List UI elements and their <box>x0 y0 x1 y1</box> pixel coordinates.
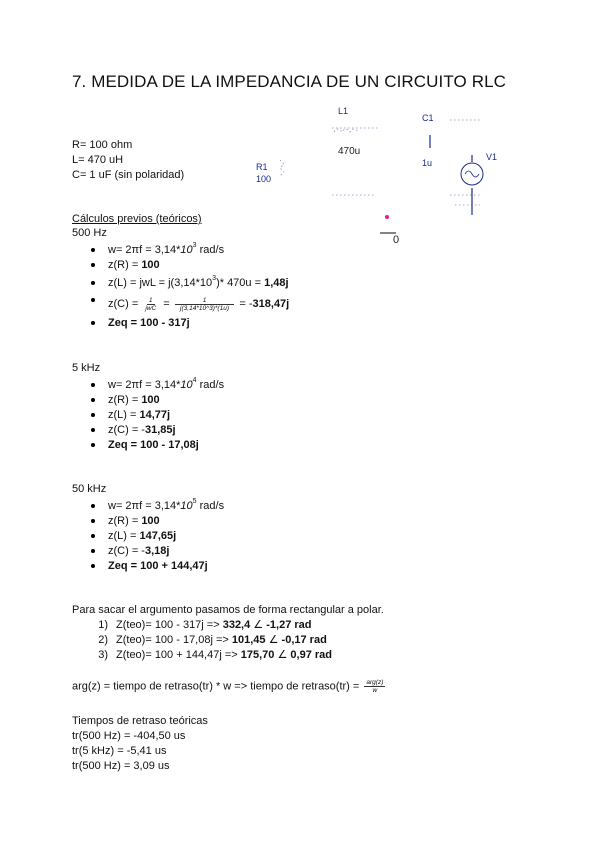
delay-heading: Tiempos de retraso teóricas <box>72 715 208 727</box>
fraction: $\frac{\text{arg(z)}}{w}$ <box>366 679 384 694</box>
list-item-zr: z(R) = 100 <box>88 258 289 273</box>
list-item: 2) Z(teo)= 100 - 17,08j => 101,45 ∠ -0,17 rad <box>98 634 327 646</box>
r1-value: 100 <box>256 174 272 184</box>
section-list-500hz <box>88 243 289 331</box>
polar-list <box>88 618 332 663</box>
l1-label: L1 <box>338 106 349 116</box>
fraction: $\frac{1}{j(3,14*10\^{}3)*(1u)}$ <box>175 297 235 312</box>
list-item-zc: z(C) = -3,18j <box>88 544 224 559</box>
list-item-zl: z(L) = jwL = $j(3,14*10^3)*$ 470u = 1,48j <box>88 276 289 291</box>
list-item: 3) Z(teo)= 100 + 144,47j => 175,70 ∠ 0,97 rad <box>98 649 333 661</box>
section-list-50khz <box>88 499 224 574</box>
ground-label: 0 <box>393 234 400 246</box>
list-item-zl: z(L) = 14,77j <box>88 408 224 423</box>
section-freq: 5 kHz <box>72 362 101 374</box>
section-list-5khz <box>88 378 224 453</box>
list-item: 1) Z(teo)= 100 - 317j => 332,4 ∠ -1,27 rad <box>98 619 312 631</box>
component-c: C= 1 uF (sin polaridad) <box>72 169 185 181</box>
list-item-zeq: Zeq = 100 - 317j <box>88 316 289 331</box>
component-r: R= 100 ohm <box>72 139 133 151</box>
r1-label: R1 <box>256 162 268 172</box>
list-item-w: $w= 2\pi f = 3,14*10^4$ rad/s <box>88 378 224 393</box>
delay-formula: arg(z) = tiempo de retraso(tr) * w => tiempo de retraso(tr) = $\frac{\text{arg(z)}}{w}$ <box>72 679 384 694</box>
list-item-w: $w= 2\pi f = 3,14*10^5$ rad/s <box>88 499 224 514</box>
list-item-zc: z(C) = -31,85j <box>88 423 224 438</box>
angle-symbol: ∠ <box>268 634 279 646</box>
component-l: L= 470 uH <box>72 154 124 166</box>
c1-value: 1u <box>422 158 433 168</box>
c1-label: C1 <box>422 113 434 123</box>
list-item-zeq: Zeq = 100 - 17,08j <box>88 438 224 453</box>
section-freq: 500 Hz <box>72 227 107 239</box>
angle-symbol: ∠ <box>277 649 288 661</box>
circuit-drawing <box>250 100 530 250</box>
list-item-zeq: Zeq = 100 + 144,47j <box>88 559 224 574</box>
polar-intro: Para sacar el argumento pasamos de forma rectangular a polar. <box>72 604 384 616</box>
list-item-zr: z(R) = 100 <box>88 393 224 408</box>
angle-symbol: ∠ <box>253 619 264 631</box>
list-item-zc: z(C) = $\frac{1}{\text{jwC}}$ = $\frac{1}{j(3,14*10\^{}3)*(1u)}$ = -318,47j <box>88 293 289 315</box>
list-item-zl: z(L) = 147,65j <box>88 529 224 544</box>
node-marker <box>385 215 389 219</box>
v1-label: V1 <box>486 152 498 162</box>
section-freq: 50 kHz <box>72 483 107 495</box>
delay-item: tr(5 kHz) = -5,41 us <box>72 745 167 757</box>
page-title: 7. MEDIDA DE LA IMPEDANCIA DE UN CIRCUITO RLC <box>72 72 506 91</box>
fraction: $\frac{1}{\text{jwC}}$ <box>145 296 157 312</box>
l1-value: 470u <box>338 146 361 157</box>
list-item-w: $w= 2\pi f = 3,14*10^3$ rad/s <box>88 243 289 258</box>
calc-heading: Cálculos previos (teóricos) <box>72 213 202 225</box>
delay-item: tr(500 Hz) = -404,50 us <box>72 730 186 742</box>
circuit-schematic <box>250 100 530 250</box>
list-item-zr: z(R) = 100 <box>88 514 224 529</box>
delay-item: tr(500 Hz) = 3,09 us <box>72 760 170 772</box>
